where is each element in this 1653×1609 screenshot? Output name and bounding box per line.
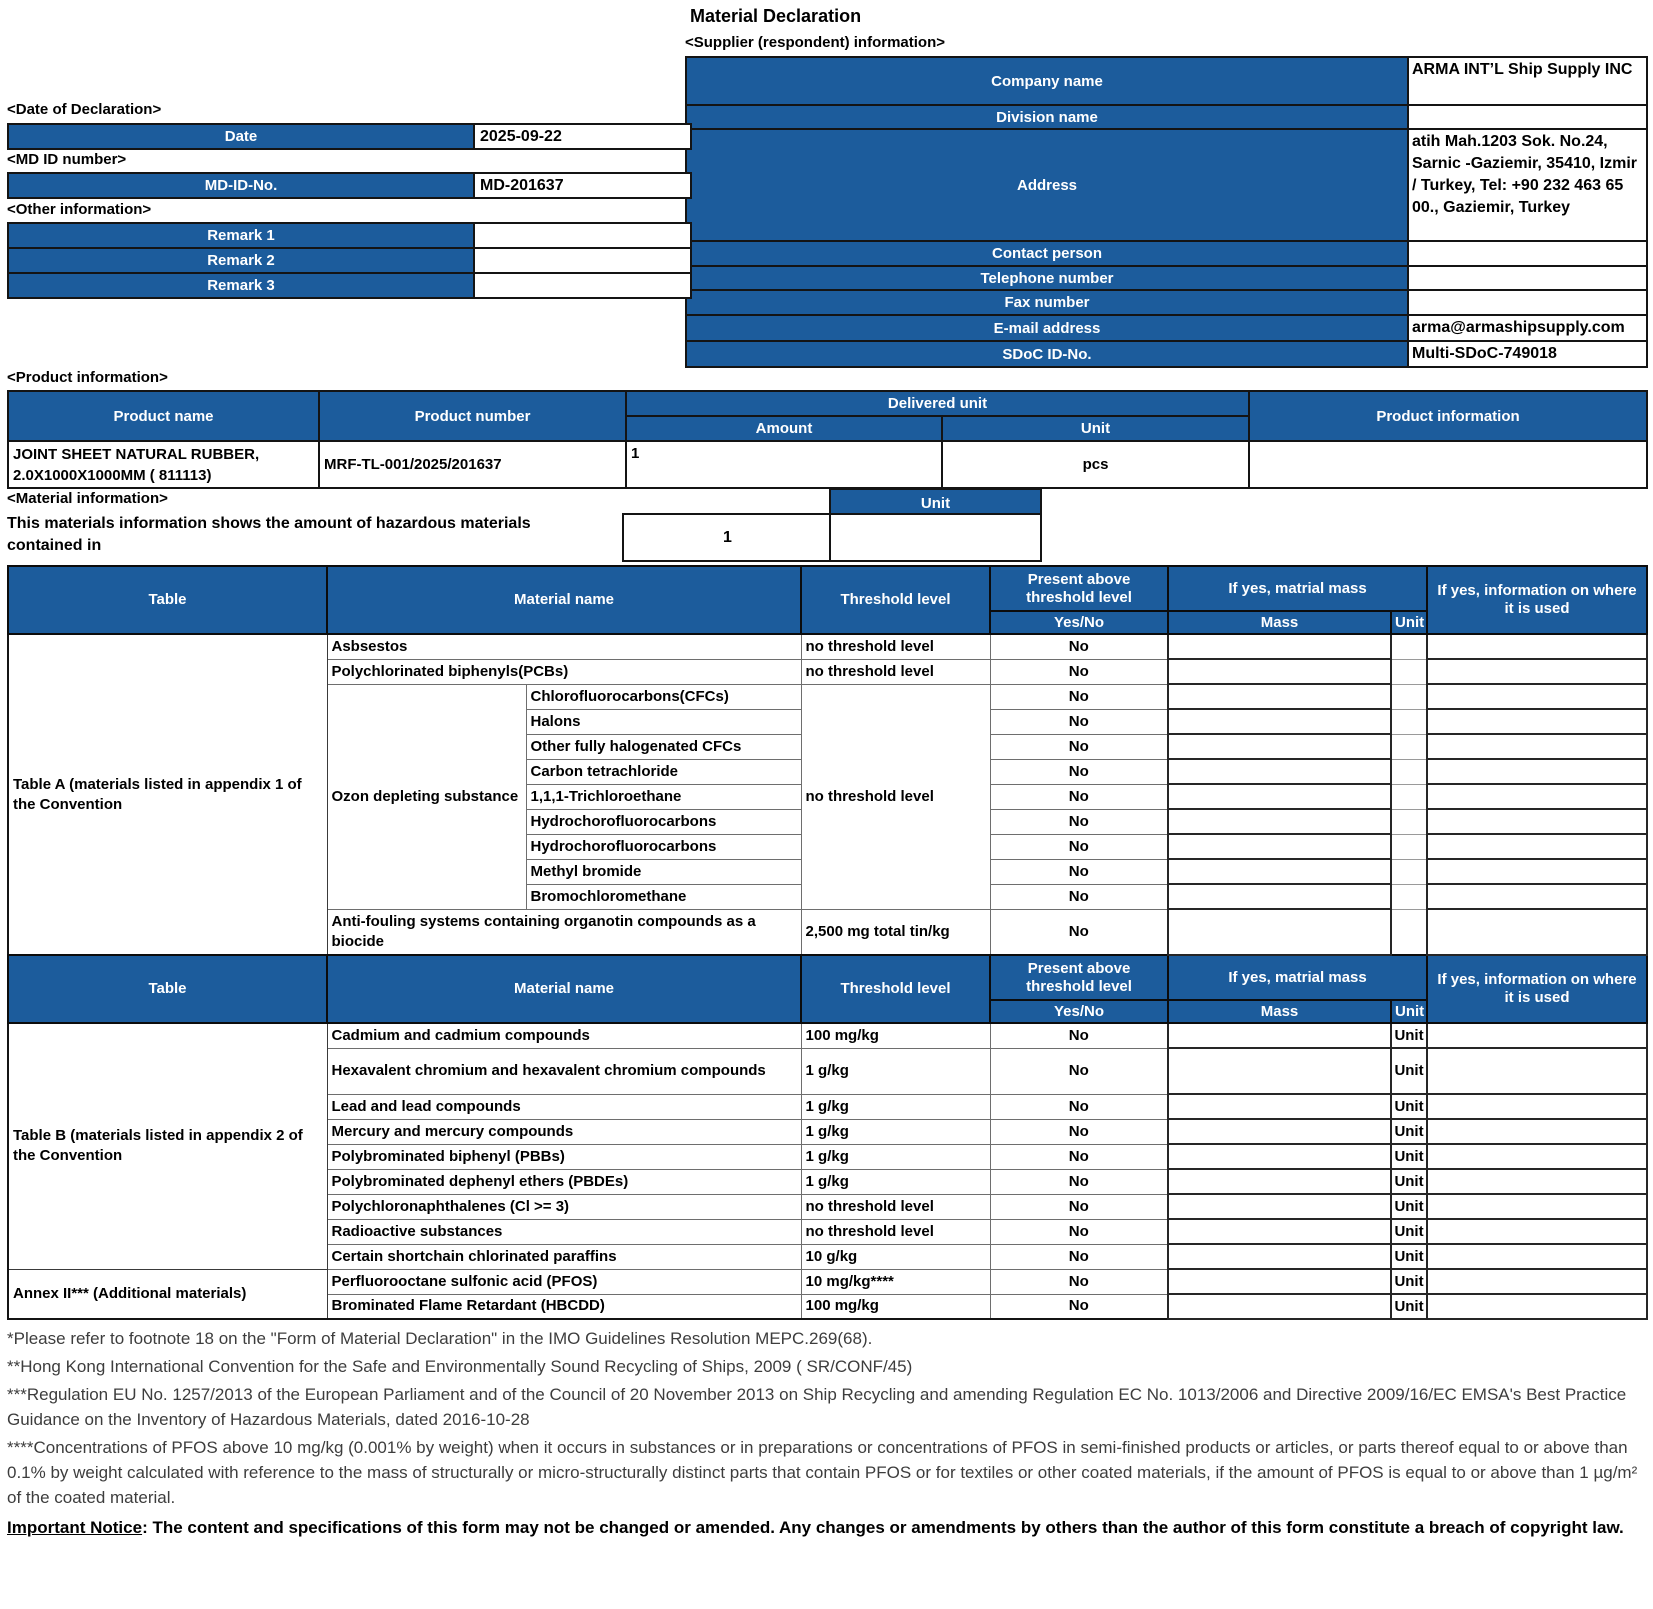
telephone-label: Telephone number — [686, 266, 1408, 290]
col-header-unit: Unit — [1391, 1000, 1427, 1023]
material-unit-header: Unit — [829, 488, 1042, 518]
amount-header: Amount — [626, 416, 942, 441]
info-cell[interactable] — [1427, 1094, 1647, 1119]
material-name-cell: Polybrominated dephenyl ethers (PBDEs) — [327, 1169, 801, 1194]
telephone-value[interactable] — [1408, 266, 1647, 290]
material-section-label: <Material information> — [7, 490, 168, 507]
material-name-cell: Hydrochorofluorocarbons — [526, 834, 801, 859]
info-cell[interactable] — [1427, 1219, 1647, 1244]
md-id-table — [7, 172, 692, 199]
md-id-value[interactable]: MD-201637 — [474, 173, 691, 198]
unit-cell[interactable]: Unit — [1391, 1094, 1427, 1119]
footnote-1: *Please refer to footnote 18 on the "Form of Material Declaration" in the IMO Guidelines Resolution MEPC.269(68). — [7, 1329, 873, 1348]
mass-cell[interactable] — [1168, 1094, 1391, 1119]
mass-cell[interactable] — [1168, 709, 1391, 734]
mass-cell[interactable] — [1168, 1048, 1391, 1094]
mass-cell[interactable] — [1168, 884, 1391, 909]
date-table — [7, 123, 692, 150]
info-cell[interactable] — [1427, 909, 1647, 955]
footnote-4: ****Concentrations of PFOS above 10 mg/kg (0.001% by weight) when it occurs in substances or in preparations or concentrations of PFOS in semi-finished products or articles, or parts thereof equal to or above than 0.1% by weight calculated with reference to the mass of structurally or micro-structurally distinct parts that contain PFOS or for textiles or other coated materials, if the amount of PFOS is equal to or above than 1 µg/m² of the coated material. — [7, 1438, 1638, 1507]
col-header-threshold: Threshold level — [801, 955, 990, 1023]
threshold-cell: 2,500 mg total tin/kg — [801, 909, 990, 955]
material-name-cell: Mercury and mercury compounds — [327, 1119, 801, 1144]
product-amount-value[interactable]: 1 — [626, 441, 942, 488]
mass-cell[interactable] — [1168, 684, 1391, 709]
product-number-header: Product number — [319, 391, 626, 441]
yes-no-cell[interactable]: No — [990, 884, 1168, 909]
remark-1-label: Remark 1 — [8, 223, 474, 248]
remark-2-value[interactable] — [474, 248, 691, 273]
yes-no-cell[interactable]: No — [990, 1048, 1168, 1094]
product-section-label: <Product information> — [7, 369, 168, 386]
info-cell[interactable] — [1427, 1244, 1647, 1269]
email-label: E-mail address — [686, 315, 1408, 341]
unit-cell[interactable] — [1391, 859, 1427, 884]
unit-cell[interactable] — [1391, 784, 1427, 809]
info-cell[interactable] — [1427, 759, 1647, 784]
material-name-cell: 1,1,1-Trichloroethane — [526, 784, 801, 809]
col-header-mass: Mass — [1168, 611, 1391, 634]
material-name-cell: Radioactive substances — [327, 1219, 801, 1244]
mass-cell[interactable] — [1168, 1023, 1391, 1048]
info-cell[interactable] — [1427, 634, 1647, 659]
unit-cell[interactable]: Unit — [1391, 1219, 1427, 1244]
threshold-cell: no threshold level — [801, 634, 990, 659]
info-cell[interactable] — [1427, 1023, 1647, 1048]
company-name-label: Company name — [686, 57, 1408, 105]
sdoc-id-label: SDoC ID-No. — [686, 341, 1408, 367]
info-cell[interactable] — [1427, 1294, 1647, 1319]
info-cell[interactable] — [1427, 734, 1647, 759]
col-header-material-name: Material name — [327, 566, 801, 634]
mass-cell[interactable] — [1168, 834, 1391, 859]
threshold-cell: 100 mg/kg — [801, 1294, 990, 1319]
threshold-cell: 1 g/kg — [801, 1048, 990, 1094]
material-note: This materials information shows the amount of hazardous materials contained in — [7, 515, 531, 554]
info-cell[interactable] — [1427, 1144, 1647, 1169]
unit-header: Unit — [942, 416, 1249, 441]
material-name-cell: Polybrominated biphenyl (PBBs) — [327, 1144, 801, 1169]
sdoc-id-value[interactable]: Multi-SDoC-749018 — [1408, 341, 1647, 367]
threshold-cell: 1 g/kg — [801, 1119, 990, 1144]
material-name-cell: Polychlorinated biphenyls(PCBs) — [327, 659, 801, 684]
address-label: Address — [686, 129, 1408, 241]
yes-no-cell[interactable]: No — [990, 759, 1168, 784]
material-name-cell: Anti-fouling systems containing organotin compounds as a biocide — [327, 909, 801, 955]
mass-cell[interactable] — [1168, 734, 1391, 759]
date-section-label: <Date of Declaration> — [7, 101, 162, 118]
col-header-threshold: Threshold level — [801, 566, 990, 634]
material-name-cell: Hydrochorofluorocarbons — [526, 809, 801, 834]
product-number-value[interactable]: MRF-TL-001/2025/201637 — [319, 441, 626, 488]
yes-no-cell[interactable]: No — [990, 1194, 1168, 1219]
md-id-label: MD-ID-No. — [8, 173, 474, 198]
address-value[interactable]: atih Mah.1203 Sok. No.24, Sarnic -Gaziemir, 35410, Izmir / Turkey, Tel: +90 232 463 65 00., Gaziemir, Turkey — [1408, 129, 1647, 241]
info-cell[interactable] — [1427, 1048, 1647, 1094]
footnote-3: ***Regulation EU No. 1257/2013 of the European Parliament and of the Council of 20 November 2013 on Ship Recycling and amending Regulation EC No. 1013/2006 and Directive 2009/16/EC EMSA's Best Practice Guidance on the Inventory of Hazardous Materials, dated 2016-10-28 — [7, 1385, 1627, 1429]
unit-cell[interactable] — [1391, 734, 1427, 759]
info-cell[interactable] — [1427, 859, 1647, 884]
division-name-value[interactable] — [1408, 105, 1647, 129]
material-name-cell: Polychloronaphthalenes (Cl >= 3) — [327, 1194, 801, 1219]
hazard-table — [7, 565, 1648, 1320]
yes-no-cell[interactable]: No — [990, 1094, 1168, 1119]
fax-label: Fax number — [686, 290, 1408, 315]
md-section-label: <MD ID number> — [7, 151, 127, 168]
col-header-unit: Unit — [1391, 611, 1427, 634]
remarks-table — [7, 222, 692, 299]
table-a-group-label: Table A (materials listed in appendix 1 of the Convention — [8, 634, 327, 955]
threshold-cell: no threshold level — [801, 1219, 990, 1244]
yes-no-cell[interactable]: No — [990, 1023, 1168, 1048]
yes-no-cell[interactable]: No — [990, 909, 1168, 955]
product-unit-value[interactable]: pcs — [942, 441, 1249, 488]
col-header-table: Table — [8, 955, 327, 1023]
delivered-unit-header: Delivered unit — [626, 391, 1249, 416]
material-name-cell: Brominated Flame Retardant (HBCDD) — [327, 1294, 801, 1319]
yes-no-cell[interactable]: No — [990, 1269, 1168, 1294]
info-cell[interactable] — [1427, 1194, 1647, 1219]
material-amount-value[interactable]: 1 — [622, 513, 833, 562]
info-cell[interactable] — [1427, 1169, 1647, 1194]
unit-cell[interactable]: Unit — [1391, 1023, 1427, 1048]
info-cell[interactable] — [1427, 659, 1647, 684]
material-name-cell: Perfluorooctane sulfonic acid (PFOS) — [327, 1269, 801, 1294]
footnotes — [7, 1326, 1647, 1541]
other-section-label: <Other information> — [7, 201, 152, 218]
supplier-section-label: <Supplier (respondent) information> — [685, 34, 946, 51]
table-row — [8, 1269, 1647, 1294]
unit-cell[interactable] — [1391, 909, 1427, 955]
unit-cell[interactable]: Unit — [1391, 1244, 1427, 1269]
contact-person-value[interactable] — [1408, 241, 1647, 266]
division-name-label: Division name — [686, 105, 1408, 129]
email-value[interactable]: arma@armashipsupply.com — [1408, 315, 1647, 341]
yes-no-cell[interactable]: No — [990, 1294, 1168, 1319]
threshold-cell: 1 g/kg — [801, 1144, 990, 1169]
page-title: Material Declaration — [690, 6, 862, 26]
product-table — [7, 390, 1648, 489]
info-cell[interactable] — [1427, 834, 1647, 859]
info-cell[interactable] — [1427, 1269, 1647, 1294]
col-header-if-yes-info: If yes, information on where it is used — [1427, 955, 1647, 1023]
product-name-value[interactable]: JOINT SHEET NATURAL RUBBER, 2.0X1000X1000MM ( 811113) — [8, 441, 319, 488]
mass-cell[interactable] — [1168, 1144, 1391, 1169]
mass-cell[interactable] — [1168, 859, 1391, 884]
yes-no-cell[interactable]: No — [990, 659, 1168, 684]
col-header-yes-no: Yes/No — [990, 611, 1168, 634]
material-name-cell: Lead and lead compounds — [327, 1094, 801, 1119]
col-header-if-yes-mass: If yes, matrial mass — [1168, 955, 1427, 1000]
mass-cell[interactable] — [1168, 634, 1391, 659]
yes-no-cell[interactable]: No — [990, 1244, 1168, 1269]
material-unit-value[interactable] — [829, 513, 1042, 562]
mass-cell[interactable] — [1168, 1294, 1391, 1319]
threshold-cell: no threshold level — [801, 659, 990, 684]
mass-cell[interactable] — [1168, 1119, 1391, 1144]
important-notice-label: Important Notice — [7, 1518, 143, 1537]
unit-cell[interactable] — [1391, 809, 1427, 834]
mass-cell[interactable] — [1168, 1269, 1391, 1294]
material-name-cell: Carbon tetrachloride — [526, 759, 801, 784]
material-name-cell: Halons — [526, 709, 801, 734]
unit-cell[interactable]: Unit — [1391, 1048, 1427, 1094]
supplier-table — [685, 56, 1648, 368]
mass-cell[interactable] — [1168, 1169, 1391, 1194]
material-name-cell: Cadmium and cadmium compounds — [327, 1023, 801, 1048]
col-header-table: Table — [8, 566, 327, 634]
unit-cell[interactable] — [1391, 684, 1427, 709]
table-b-group-label: Table B (materials listed in appendix 2 of the Convention — [8, 1023, 327, 1269]
yes-no-cell[interactable]: No — [990, 784, 1168, 809]
mass-cell[interactable] — [1168, 909, 1391, 955]
unit-cell[interactable]: Unit — [1391, 1194, 1427, 1219]
table-row — [8, 634, 1647, 659]
col-header-material-name: Material name — [327, 955, 801, 1023]
info-cell[interactable] — [1427, 684, 1647, 709]
mass-cell[interactable] — [1168, 1194, 1391, 1219]
yes-no-cell[interactable]: No — [990, 709, 1168, 734]
yes-no-cell[interactable]: No — [990, 809, 1168, 834]
material-name-cell: Chlorofluorocarbons(CFCs) — [526, 684, 801, 709]
info-cell[interactable] — [1427, 709, 1647, 734]
col-header-if-yes-info: If yes, information on where it is used — [1427, 566, 1647, 634]
remark-3-value[interactable] — [474, 273, 691, 298]
fax-value[interactable] — [1408, 290, 1647, 315]
yes-no-cell[interactable]: No — [990, 1119, 1168, 1144]
table-row — [8, 1023, 1647, 1048]
col-header-mass: Mass — [1168, 1000, 1391, 1023]
mass-cell[interactable] — [1168, 659, 1391, 684]
ozone-group-label: Ozon depleting substance — [327, 684, 526, 909]
important-notice-text: : The content and specifications of this form may not be changed or amended. Any changes or amendments by others than the author of this form constitute a breach of copyright law. — [142, 1518, 1624, 1537]
material-name-cell: Certain shortchain chlorinated paraffins — [327, 1244, 801, 1269]
threshold-cell: no threshold level — [801, 1194, 990, 1219]
yes-no-cell[interactable]: No — [990, 684, 1168, 709]
unit-cell[interactable] — [1391, 709, 1427, 734]
yes-no-cell[interactable]: No — [990, 834, 1168, 859]
mass-cell[interactable] — [1168, 809, 1391, 834]
unit-cell[interactable]: Unit — [1391, 1144, 1427, 1169]
unit-cell[interactable]: Unit — [1391, 1119, 1427, 1144]
footnote-2: **Hong Kong International Convention for the Safe and Environmentally Sound Recycling of Ships, 2009 ( SR/CONF/45) — [7, 1357, 913, 1376]
col-header-present: Present above threshold level — [990, 955, 1168, 1000]
product-name-header: Product name — [8, 391, 319, 441]
threshold-cell: 100 mg/kg — [801, 1023, 990, 1048]
material-name-cell: Bromochloromethane — [526, 884, 801, 909]
info-cell[interactable] — [1427, 809, 1647, 834]
mass-cell[interactable] — [1168, 784, 1391, 809]
important-notice — [7, 1515, 1647, 1541]
yes-no-cell[interactable]: No — [990, 734, 1168, 759]
unit-cell[interactable]: Unit — [1391, 1269, 1427, 1294]
mass-cell[interactable] — [1168, 1219, 1391, 1244]
col-header-present: Present above threshold level — [990, 566, 1168, 611]
remark-2-label: Remark 2 — [8, 248, 474, 273]
unit-cell[interactable]: Unit — [1391, 1294, 1427, 1319]
product-info-value[interactable] — [1249, 441, 1647, 488]
unit-cell[interactable] — [1391, 759, 1427, 784]
date-label: Date — [8, 124, 474, 149]
col-header-if-yes-mass: If yes, matrial mass — [1168, 566, 1427, 611]
material-name-cell: Other fully halogenated CFCs — [526, 734, 801, 759]
threshold-cell: 1 g/kg — [801, 1094, 990, 1119]
unit-cell[interactable]: Unit — [1391, 1169, 1427, 1194]
info-cell[interactable] — [1427, 884, 1647, 909]
material-name-cell: Hexavalent chromium and hexavalent chromium compounds — [327, 1048, 801, 1094]
yes-no-cell[interactable]: No — [990, 859, 1168, 884]
unit-cell[interactable] — [1391, 884, 1427, 909]
unit-cell[interactable] — [1391, 659, 1427, 684]
yes-no-cell[interactable]: No — [990, 634, 1168, 659]
yes-no-cell[interactable]: No — [990, 1169, 1168, 1194]
threshold-cell: 10 mg/kg**** — [801, 1269, 990, 1294]
material-name-cell: Methyl bromide — [526, 859, 801, 884]
company-name-value[interactable]: ARMA INT’L Ship Supply INC — [1408, 57, 1647, 105]
threshold-cell: 10 g/kg — [801, 1244, 990, 1269]
date-value[interactable]: 2025-09-22 — [474, 124, 691, 149]
unit-cell[interactable] — [1391, 634, 1427, 659]
material-name-cell: Asbsestos — [327, 634, 801, 659]
remark-3-label: Remark 3 — [8, 273, 474, 298]
mass-cell[interactable] — [1168, 759, 1391, 784]
annex-group-label: Annex II*** (Additional materials) — [8, 1269, 327, 1319]
threshold-cell: no threshold level — [801, 684, 990, 909]
threshold-cell: 1 g/kg — [801, 1169, 990, 1194]
col-header-yes-no: Yes/No — [990, 1000, 1168, 1023]
contact-person-label: Contact person — [686, 241, 1408, 266]
unit-cell[interactable] — [1391, 834, 1427, 859]
remark-1-value[interactable] — [474, 223, 691, 248]
mass-cell[interactable] — [1168, 1244, 1391, 1269]
product-info-header: Product information — [1249, 391, 1647, 441]
info-cell[interactable] — [1427, 784, 1647, 809]
yes-no-cell[interactable]: No — [990, 1144, 1168, 1169]
info-cell[interactable] — [1427, 1119, 1647, 1144]
yes-no-cell[interactable]: No — [990, 1219, 1168, 1244]
